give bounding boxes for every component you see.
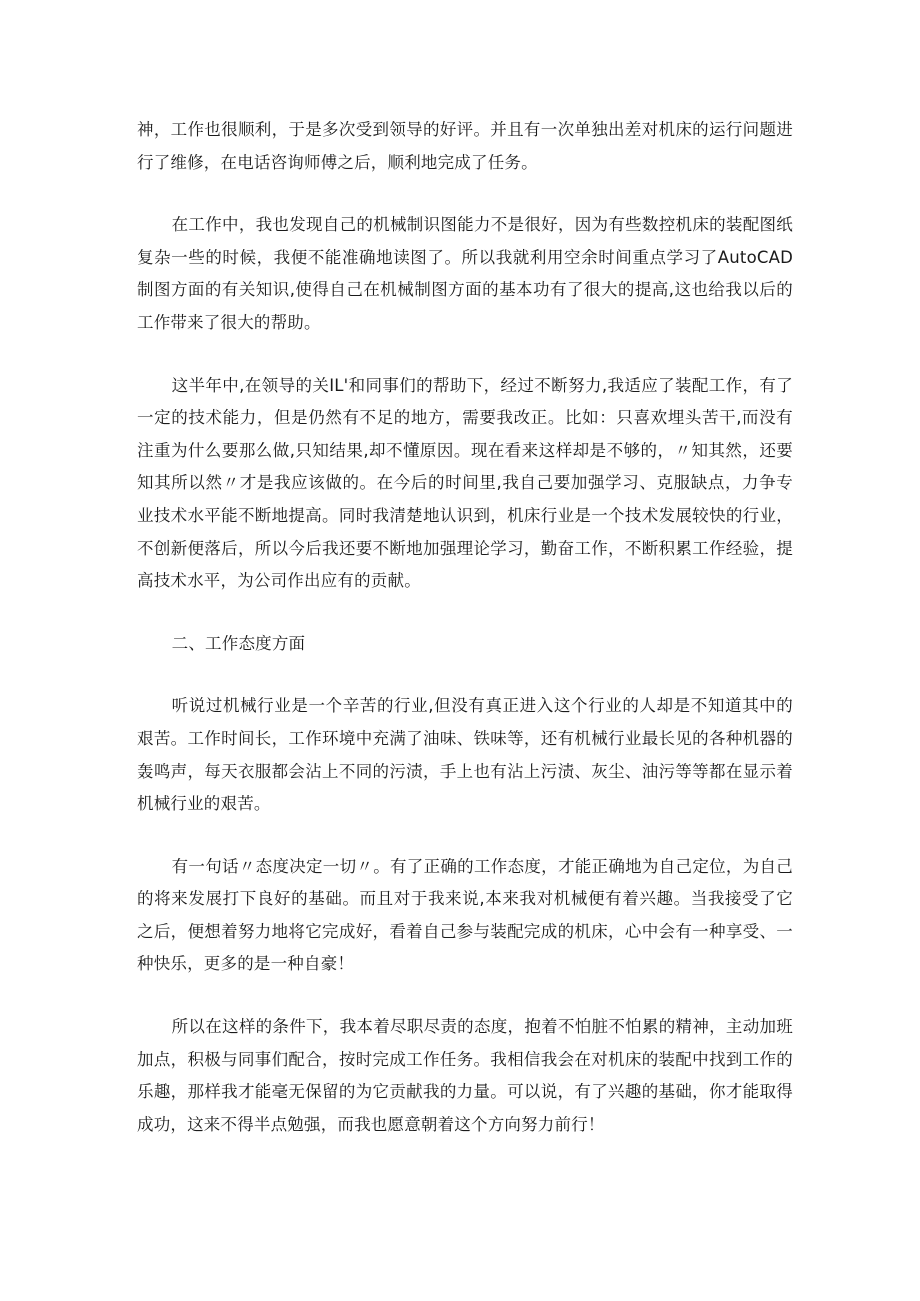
section-heading-work-attitude: 二、工作态度方面 (171, 633, 306, 653)
paragraph-continued: 神，工作也很顺利，于是多次受到领导的好评。并且有一次单独出差对机床的运行问题进行了维修，在电话咨询师傅之后，顺利地完成了任务。 (137, 120, 793, 172)
paragraph-commitment: 所以在这样的条件下，我本着尽职尽责的态度，抱着不怕脏不怕累的精神，主动加班加点，积极与同事们配合，按时完成工作任务。我相信我会在对机床的装配中找到工作的乐趣，那样我才能毫无保留的为它贡献我的力量。可以说，有了兴趣的基础，你才能取得成功，这来不得半点勉强，而我也愿意朝着这个方向努力前行！ (137, 1017, 793, 1134)
document-body (137, 114, 793, 1141)
paragraph-industry-hardship: 听说过机械行业是一个辛苦的行业,但没有真正进入这个行业的人却是不知道其中的艰苦。工作时间长，工作环境中充满了油味、铁味等，还有机械行业最长见的各种机器的轰鸣声，每天衣服都会沾上不同的污渍，手上也有沾上污渍、灰尘、油污等等都在显示着机械行业的艰苦。 (137, 696, 793, 814)
paragraph-attitude-decides: 有一句话〃态度决定一切〃。有了正确的工作态度，才能正确地为自己定位，为自己的将来发展打下良好的基础。而且对于我来说,本来我对机械便有着兴趣。当我接受了它之后，便想着努力地将它完成好，看着自己参与装配完成的机床，心中会有一种享受、一种快乐，更多的是一种自豪！ (137, 856, 793, 974)
paragraph-drawing-skills: 在工作中，我也发现自己的机械制识图能力不是很好，因为有些数控机床的装配图纸复杂一些的时候，我便不能准确地读图了。所以我就利用空余时间重点学习了AutoCAD制图方面的有关知识,使得自己在机械制图方面的基本功有了很大的提高,这也给我以后的工作带来了很大的帮助。 (137, 215, 793, 332)
paragraph-half-year-progress: 这半年中,在领导的关IL'和同事们的帮助下，经过不断努力,我适应了装配工作，有了一定的技术能力，但是仍然有不足的地方，需要我改正。比如：只喜欢埋头苦干,而没有注重为什么要那么做,只知结果,却不懂原因。现在看来这样却是不够的，〃知其然，还要知其所以然〃才是我应该做的。在今后的时间里,我自己要加强学习、克服缺点，力争专业技术水平能不断地提高。同时我清楚地认识到，机床行业是一个技术发展较快的行业，不创新便落后，所以今后我还要不断地加强理论学习，勤奋工作，不断积累工作经验，提高技术水平，为公司作出应有的贡献。 (137, 375, 793, 591)
